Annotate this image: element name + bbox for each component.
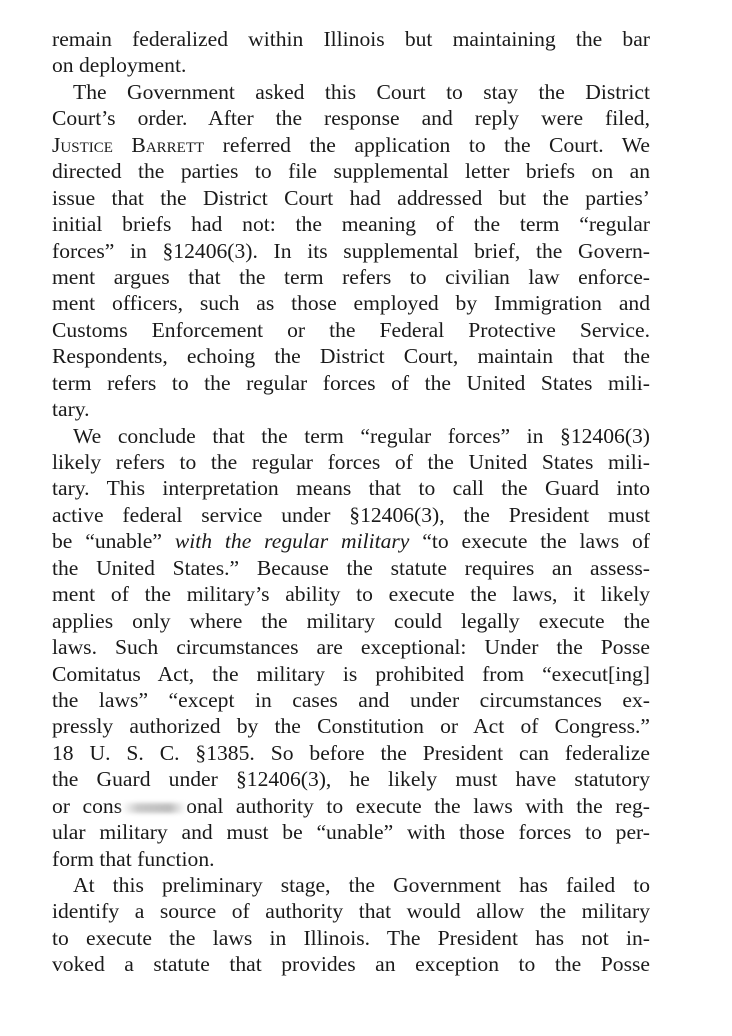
text-line: remain federalized within Illinois but maintaining the bar — [52, 27, 650, 51]
text-line: voked a statute that provides an exception to the Posse — [52, 952, 650, 977]
text-line: to execute the laws in Illinois. The President has not in- — [52, 925, 650, 950]
text-line: The Government asked this Court to stay the District — [73, 79, 650, 104]
text-line: Court’s order. After the response and reply were filed, — [52, 106, 650, 131]
text-line: forces” in §12406(3). In its supplemental brief, the Govern- — [52, 238, 650, 263]
text-line: At this preliminary stage, the Government has failed to — [73, 873, 650, 897]
text-line: the United States.” Because the statute requires an assess- — [52, 555, 650, 580]
text-line: ment argues that the term refers to civilian law enforce- — [52, 264, 650, 289]
text-line: tary. This interpretation means that to call the Guard into — [52, 476, 650, 501]
text-line: likely refers to the regular forces of the United States mili- — [52, 450, 650, 474]
text-line: active federal service under §12406(3), the President must — [52, 502, 650, 527]
text-line: term refers to the regular forces of the United States mili- — [52, 370, 650, 395]
text-line — [52, 132, 650, 158]
text-segment: “to execute the laws of — [409, 529, 650, 554]
text-segment: be “unable” — [52, 529, 175, 554]
text-segment: onal authority to execute the laws with the reg- — [186, 793, 650, 818]
paragraph — [52, 872, 650, 978]
text-line: ular military and must be “unable” with those forces to per- — [52, 820, 650, 845]
text-line: directed the parties to file supplemental letter briefs on an — [52, 159, 650, 184]
text-line: Customs Enforcement or the Federal Protective Service. — [52, 317, 650, 342]
text-line: Respondents, echoing the District Court, maintain that the — [52, 344, 650, 369]
text-line — [52, 793, 650, 819]
text-segment: referred the application to the Court. We — [204, 132, 650, 157]
text-line: form that function. — [52, 846, 215, 871]
text-line: We conclude that the term “regular forces” in §12406(3) — [73, 423, 650, 448]
text-line: 18 U. S. C. §1385. So before the President can federalize — [52, 740, 650, 765]
text-line: initial briefs had not: the meaning of the term “regular — [52, 212, 650, 237]
text-line — [52, 528, 650, 554]
text-line: applies only where the military could legally execute the — [52, 608, 650, 633]
document-page — [52, 26, 650, 978]
text-line: on deployment. — [52, 53, 187, 78]
text-line: the Guard under §12406(3), he likely must have statutory — [52, 767, 650, 792]
text-line: the laws” “except in cases and under circumstances ex- — [52, 687, 650, 712]
paragraph — [52, 79, 650, 423]
text-line: ment officers, such as those employed by Immigration and — [52, 291, 650, 316]
paragraph — [52, 423, 650, 872]
text-segment: Justice Barrett — [52, 132, 205, 157]
text-line: ment of the military’s ability to execute the laws, it likely — [52, 582, 650, 607]
text-line: laws. Such circumstances are exceptional: Under the Posse — [52, 635, 650, 660]
text-line: identify a source of authority that would allow the military — [52, 899, 650, 924]
text-line: pressly authorized by the Constitution or Act of Congress.” — [52, 714, 650, 739]
paragraph — [52, 26, 650, 79]
text-segment: with the regular military — [174, 529, 410, 554]
text-segment: or cons — [52, 793, 123, 818]
redacted-blur — [122, 803, 186, 813]
text-line: tary. — [52, 397, 90, 422]
text-line: Comitatus Act, the military is prohibited from “execut[ing] — [52, 661, 650, 686]
text-line: issue that the District Court had addressed but the parties’ — [52, 185, 650, 210]
